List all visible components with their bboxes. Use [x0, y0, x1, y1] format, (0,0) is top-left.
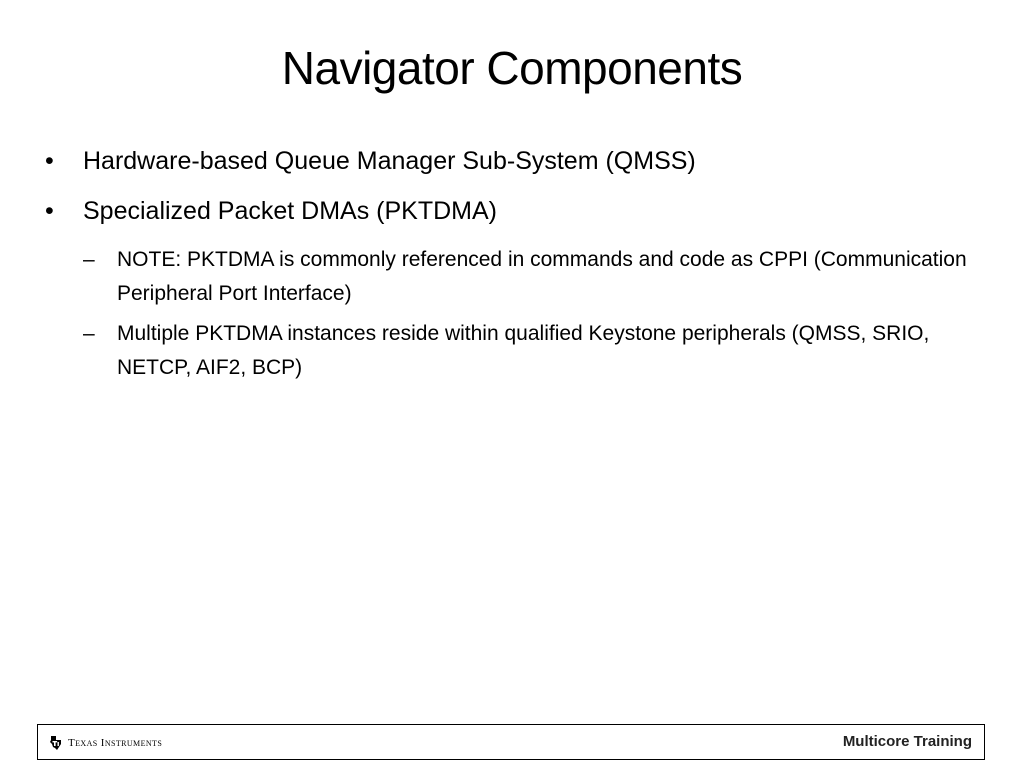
ti-logo-text: Texas Instruments [68, 737, 163, 749]
sub-bullet-note-cppi [83, 243, 980, 311]
dash-marker: – [83, 248, 95, 271]
sub-bullet-pktdma-instances [83, 317, 980, 385]
ti-logo [48, 734, 162, 752]
bullet-item-qmss [45, 143, 980, 179]
bullet-text: Hardware-based Queue Manager Sub-System (QMSS) [83, 147, 696, 175]
bullet-marker: • [45, 147, 54, 175]
texas-state-icon [48, 735, 64, 751]
slide-title: Navigator Components [281, 42, 743, 94]
footer-course-label: Multicore Training [842, 733, 972, 750]
bullet-marker: • [45, 197, 54, 225]
sub-bullet-text: NOTE: PKTDMA is commonly referenced in commands and code as CPPI (Communication Peripheral Port Interface) [117, 248, 967, 305]
bullet-list [45, 143, 980, 391]
dash-marker: – [83, 322, 95, 345]
slide-footer [37, 724, 985, 760]
bullet-item-pktdma [45, 193, 980, 229]
sub-bullet-text: Multiple PKTDMA instances reside within qualified Keystone peripherals (QMSS, SRIO, NETCP, AIF2, BCP) [117, 322, 930, 379]
bullet-text: Specialized Packet DMAs (PKTDMA) [83, 197, 498, 225]
